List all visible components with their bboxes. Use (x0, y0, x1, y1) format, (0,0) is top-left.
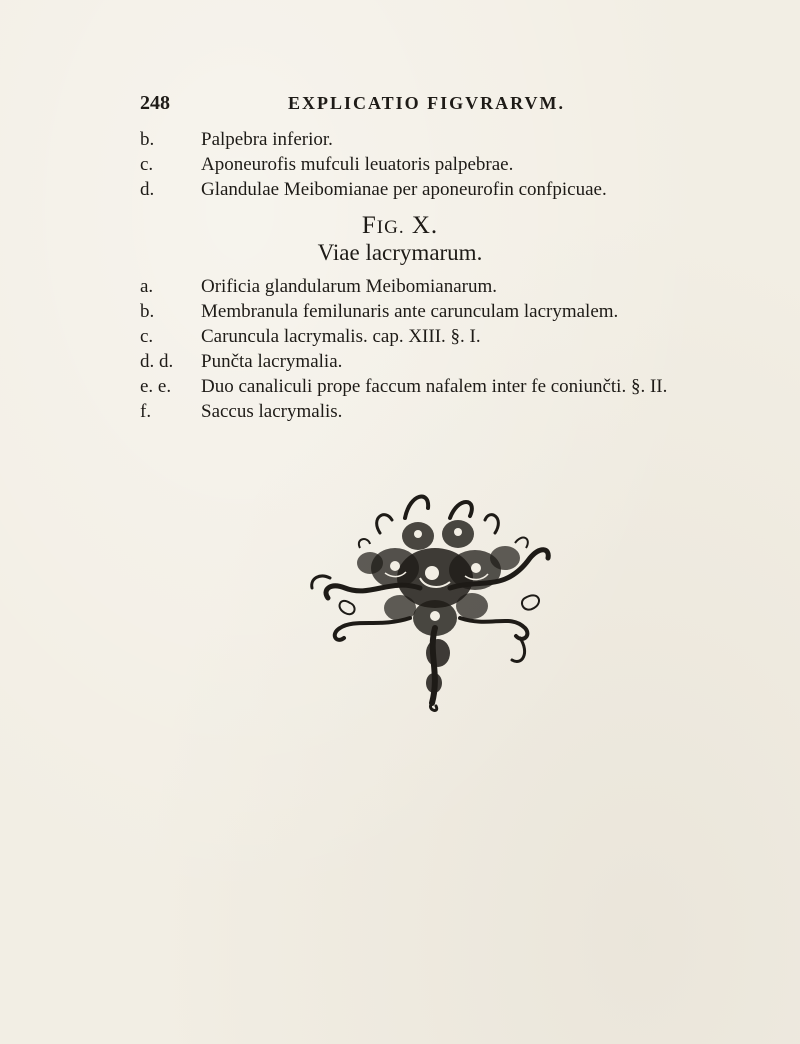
page-number: 248 (140, 92, 170, 114)
figure-legend-continued (140, 127, 800, 202)
legend-entry-c (140, 324, 800, 349)
figure-heading-initial: F (361, 212, 377, 239)
legend-entry-dd (140, 349, 800, 374)
legend-entry-c (140, 152, 800, 177)
legend-entry-d (140, 177, 800, 202)
legend-entry-ee (140, 374, 800, 399)
entry-label: e. e. (140, 376, 172, 397)
entry-label: b. (140, 129, 155, 150)
entry-text: Glandulae Meibomianae per aponeurofin confpicuae. (201, 179, 607, 200)
entry-text: Caruncula lacrymalis. cap. XIII. §. I. (201, 326, 481, 347)
legend-entry-b (140, 299, 800, 324)
entry-label: c. (140, 326, 154, 347)
figure-legend (140, 274, 800, 424)
entry-text: Duo canaliculi prope faccum nafalem inter fe coniunčti. §. II. (201, 376, 668, 397)
entry-text: Punčta lacrymalia. (201, 351, 343, 372)
entry-text: Palpebra inferior. (201, 129, 333, 150)
legend-entry-a (140, 274, 800, 299)
figure-number: X. (411, 212, 439, 239)
entry-label: a. (140, 276, 154, 297)
running-head (140, 92, 780, 116)
entry-text: Aponeurofis mufculi leuatoris palpebrae. (201, 154, 514, 175)
legend-entry-b (140, 127, 800, 152)
legend-entry-f (140, 399, 800, 424)
figure-heading (0, 212, 800, 240)
entry-text: Saccus lacrymalis. (201, 401, 343, 422)
figure-heading-rest: IG. (376, 217, 405, 238)
figure-title: Viae lacrymarum. (317, 240, 483, 265)
entry-label: d. d. (140, 351, 174, 372)
entry-label: b. (140, 301, 155, 322)
entry-label: c. (140, 154, 154, 175)
entry-text: Orificia glandularum Meibomianarum. (201, 276, 497, 297)
entry-label: f. (140, 401, 152, 422)
entry-text: Membranula femilunaris ante carunculam lacrymalem. (201, 301, 619, 322)
floral-tailpiece-ornament (300, 478, 570, 718)
running-head-title: EXPLICATIO FIGVRARVM. (288, 93, 566, 113)
entry-label: d. (140, 179, 155, 200)
